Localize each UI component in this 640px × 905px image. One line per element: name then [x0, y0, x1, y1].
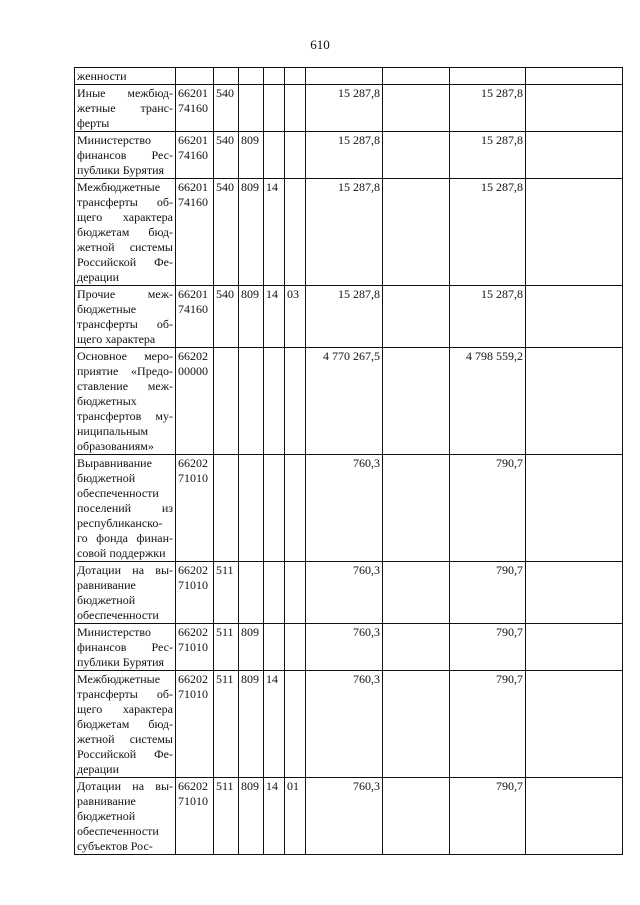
- row-pr-cell: [264, 624, 285, 671]
- row-code-part: 71010: [178, 578, 208, 592]
- row-name-line: ниципальным: [77, 424, 149, 438]
- row-name-cell: [75, 562, 176, 624]
- row-value2-cell: [383, 179, 450, 286]
- row-name-cell: [75, 286, 176, 348]
- row-name-cell: [75, 671, 176, 778]
- table-row: [75, 85, 623, 132]
- row-value1-cell: 760,3: [306, 778, 383, 855]
- row-rz-cell: 809: [239, 179, 264, 286]
- row-vr-cell: 540: [214, 286, 239, 348]
- row-value4-cell: [526, 671, 623, 778]
- table-row: [75, 778, 623, 855]
- row-code-part: 66202: [178, 672, 208, 686]
- row-value3-cell: 790,7: [450, 455, 526, 562]
- row-code-cell: [176, 778, 214, 855]
- row-sub-cell: 01: [285, 778, 306, 855]
- row-rz-cell: 809: [239, 778, 264, 855]
- row-name-cell: [75, 455, 176, 562]
- row-name-line: равнивание: [77, 578, 136, 592]
- row-rz-cell: [239, 562, 264, 624]
- row-name-cell: [75, 348, 176, 455]
- row-name-line: женности: [77, 69, 127, 83]
- row-code-part: 71010: [178, 687, 208, 701]
- row-vr-cell: 540: [214, 179, 239, 286]
- row-value3-cell: 15 287,8: [450, 179, 526, 286]
- page-number: 610: [310, 37, 330, 52]
- row-code-part: 74160: [178, 101, 208, 115]
- row-value3-cell: 790,7: [450, 624, 526, 671]
- row-name-line: жетные транс-: [77, 101, 173, 115]
- row-rz-cell: [239, 85, 264, 132]
- row-value3-cell: 790,7: [450, 671, 526, 778]
- row-name-line: равнивание: [77, 794, 136, 808]
- row-sub-cell: [285, 68, 306, 85]
- table-row: [75, 455, 623, 562]
- table-row: [75, 132, 623, 179]
- row-name-line: Основное меро-: [77, 349, 173, 363]
- row-value1-cell: [306, 68, 383, 85]
- row-code-part: 74160: [178, 195, 208, 209]
- row-sub-cell: [285, 348, 306, 455]
- budget-table: [74, 67, 623, 855]
- row-name-line: обеспеченности: [77, 486, 159, 500]
- row-value3-cell: [450, 68, 526, 85]
- row-name-line: обеспеченности: [77, 824, 159, 838]
- row-pr-cell: [264, 85, 285, 132]
- table-row: [75, 624, 623, 671]
- row-value2-cell: [383, 286, 450, 348]
- row-name-line: финансов Рес-: [77, 148, 173, 162]
- row-vr-cell: [214, 348, 239, 455]
- row-value3-cell: 15 287,8: [450, 286, 526, 348]
- row-code-part: 74160: [178, 302, 208, 316]
- row-value4-cell: [526, 562, 623, 624]
- row-pr-cell: [264, 455, 285, 562]
- row-value2-cell: [383, 562, 450, 624]
- row-name-line: го фонда финан-: [77, 531, 173, 545]
- row-value4-cell: [526, 179, 623, 286]
- row-name-line: жетной системы: [77, 240, 173, 254]
- row-rz-cell: 809: [239, 624, 264, 671]
- row-value4-cell: [526, 85, 623, 132]
- row-value1-cell: 15 287,8: [306, 85, 383, 132]
- row-value2-cell: [383, 348, 450, 455]
- row-rz-cell: 809: [239, 671, 264, 778]
- row-code-part: 66202: [178, 349, 208, 363]
- row-value1-cell: 4 770 267,5: [306, 348, 383, 455]
- row-name-cell: [75, 624, 176, 671]
- row-name-line: Межбюджетные: [77, 672, 161, 686]
- row-name-line: Выравнивание: [77, 456, 152, 470]
- row-name-line: публики Бурятия: [77, 163, 165, 177]
- row-pr-cell: 14: [264, 286, 285, 348]
- row-name-line: Дотации на вы-: [77, 563, 173, 577]
- row-value4-cell: [526, 286, 623, 348]
- row-value4-cell: [526, 455, 623, 562]
- row-vr-cell: 540: [214, 132, 239, 179]
- row-value1-cell: 15 287,8: [306, 132, 383, 179]
- row-code-part: 66202: [178, 625, 208, 639]
- row-code-part: 71010: [178, 640, 208, 654]
- row-name-line: трансферты об-: [77, 687, 173, 701]
- row-name-line: трансферты об-: [77, 195, 173, 209]
- row-vr-cell: 511: [214, 778, 239, 855]
- table-row: [75, 671, 623, 778]
- row-name-line: публики Бурятия: [77, 655, 165, 669]
- row-rz-cell: [239, 455, 264, 562]
- row-pr-cell: 14: [264, 671, 285, 778]
- row-name-line: поселений из: [77, 501, 173, 515]
- row-name-line: дерации: [77, 762, 120, 776]
- row-value4-cell: [526, 68, 623, 85]
- row-name-line: дерации: [77, 270, 120, 284]
- row-value2-cell: [383, 671, 450, 778]
- row-vr-cell: 511: [214, 671, 239, 778]
- row-name-line: щего характера: [77, 332, 156, 346]
- row-name-line: совой поддержки: [77, 546, 166, 560]
- row-code-cell: [176, 85, 214, 132]
- row-code-cell: [176, 624, 214, 671]
- row-name-line: щего характера: [77, 210, 173, 224]
- row-value2-cell: [383, 85, 450, 132]
- row-code-part: 66202: [178, 563, 208, 577]
- row-value3-cell: 790,7: [450, 778, 526, 855]
- row-sub-cell: 03: [285, 286, 306, 348]
- row-value4-cell: [526, 132, 623, 179]
- row-name-line: Министерство: [77, 625, 151, 639]
- row-sub-cell: [285, 455, 306, 562]
- row-name-cell: [75, 68, 176, 85]
- row-name-line: обеспеченности: [77, 608, 159, 622]
- row-name-line: щего характера: [77, 702, 173, 716]
- row-name-line: трансферты об-: [77, 317, 173, 331]
- row-name-line: Российской Фе-: [77, 747, 173, 761]
- row-vr-cell: [214, 455, 239, 562]
- row-code-part: 00000: [178, 364, 208, 378]
- row-name-line: республиканско-: [77, 516, 163, 530]
- table-row: [75, 179, 623, 286]
- row-name-cell: [75, 179, 176, 286]
- row-pr-cell: [264, 348, 285, 455]
- row-value2-cell: [383, 68, 450, 85]
- table-row: [75, 562, 623, 624]
- row-value1-cell: 15 287,8: [306, 179, 383, 286]
- row-pr-cell: [264, 68, 285, 85]
- row-vr-cell: 540: [214, 85, 239, 132]
- row-value1-cell: 15 287,8: [306, 286, 383, 348]
- row-rz-cell: [239, 348, 264, 455]
- row-rz-cell: 809: [239, 132, 264, 179]
- row-code-part: 71010: [178, 471, 208, 485]
- row-name-line: Прочие меж-: [77, 287, 173, 301]
- row-name-line: жетной системы: [77, 732, 173, 746]
- row-rz-cell: [239, 68, 264, 85]
- row-sub-cell: [285, 179, 306, 286]
- row-value2-cell: [383, 455, 450, 562]
- row-value1-cell: 760,3: [306, 624, 383, 671]
- row-pr-cell: [264, 132, 285, 179]
- row-value3-cell: 15 287,8: [450, 132, 526, 179]
- row-name-line: бюджетам бюд-: [77, 717, 173, 731]
- row-name-line: бюджетам бюд-: [77, 225, 173, 239]
- row-value2-cell: [383, 778, 450, 855]
- row-pr-cell: [264, 562, 285, 624]
- row-vr-cell: 511: [214, 624, 239, 671]
- row-code-cell: [176, 455, 214, 562]
- row-code-cell: [176, 286, 214, 348]
- row-code-cell: [176, 68, 214, 85]
- row-name-line: бюджетные: [77, 302, 137, 316]
- row-value1-cell: 760,3: [306, 455, 383, 562]
- row-name-line: Межбюджетные: [77, 180, 161, 194]
- row-value4-cell: [526, 348, 623, 455]
- row-value1-cell: 760,3: [306, 671, 383, 778]
- row-name-line: бюджетной: [77, 809, 136, 823]
- row-code-cell: [176, 671, 214, 778]
- row-name-line: Дотации на вы-: [77, 779, 173, 793]
- row-name-line: Иные межбюд-: [77, 86, 173, 100]
- row-code-cell: [176, 562, 214, 624]
- table-row: [75, 348, 623, 455]
- row-value3-cell: 15 287,8: [450, 85, 526, 132]
- row-rz-cell: 809: [239, 286, 264, 348]
- row-sub-cell: [285, 562, 306, 624]
- row-name-line: бюджетной: [77, 593, 136, 607]
- row-code-part: 66201: [178, 133, 208, 147]
- row-code-part: 66201: [178, 287, 208, 301]
- row-code-cell: [176, 348, 214, 455]
- row-pr-cell: 14: [264, 778, 285, 855]
- row-code-part: 66202: [178, 456, 208, 470]
- row-value2-cell: [383, 624, 450, 671]
- row-vr-cell: 511: [214, 562, 239, 624]
- row-code-part: 66201: [178, 86, 208, 100]
- row-value1-cell: 760,3: [306, 562, 383, 624]
- row-value3-cell: 790,7: [450, 562, 526, 624]
- row-name-line: бюджетных: [77, 394, 137, 408]
- row-sub-cell: [285, 85, 306, 132]
- row-sub-cell: [285, 624, 306, 671]
- row-code-part: 66201: [178, 180, 208, 194]
- row-name-line: финансов Рес-: [77, 640, 173, 654]
- row-name-cell: [75, 778, 176, 855]
- row-value4-cell: [526, 624, 623, 671]
- row-name-line: ферты: [77, 116, 110, 130]
- row-name-cell: [75, 132, 176, 179]
- row-name-line: бюджетной: [77, 471, 136, 485]
- row-pr-cell: 14: [264, 179, 285, 286]
- row-value3-cell: 4 798 559,2: [450, 348, 526, 455]
- row-value2-cell: [383, 132, 450, 179]
- table-body: [75, 68, 623, 855]
- row-code-cell: [176, 179, 214, 286]
- row-code-part: 74160: [178, 148, 208, 162]
- row-name-line: Российской Фе-: [77, 255, 173, 269]
- row-name-line: ставление меж-: [77, 379, 173, 393]
- row-name-line: образованиям»: [77, 439, 154, 453]
- row-name-line: приятие «Предо-: [77, 364, 173, 378]
- row-name-line: трансфертов му-: [77, 409, 173, 423]
- row-name-line: субъектов Рос-: [77, 839, 153, 853]
- row-sub-cell: [285, 671, 306, 778]
- row-code-part: 66202: [178, 779, 208, 793]
- table-row: [75, 68, 623, 85]
- row-vr-cell: [214, 68, 239, 85]
- table-row: [75, 286, 623, 348]
- row-value4-cell: [526, 778, 623, 855]
- row-code-part: 71010: [178, 794, 208, 808]
- row-name-cell: [75, 85, 176, 132]
- row-code-cell: [176, 132, 214, 179]
- row-sub-cell: [285, 132, 306, 179]
- row-name-line: Министерство: [77, 133, 151, 147]
